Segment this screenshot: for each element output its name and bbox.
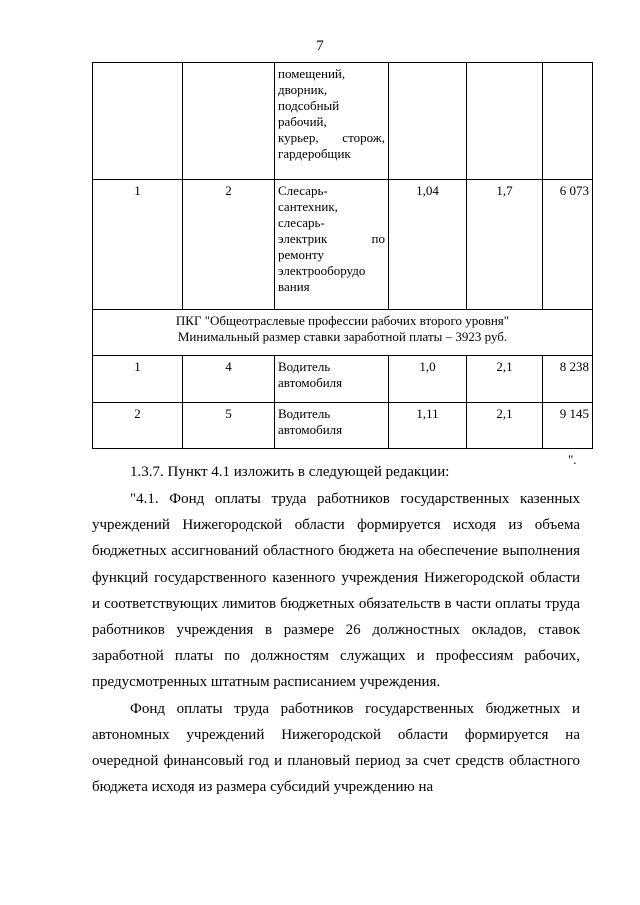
table-row [93, 63, 593, 180]
position-line: электрик по [278, 231, 385, 246]
position-cell [275, 63, 389, 180]
coefficient-cell: 1,7 [467, 180, 543, 310]
table-row [93, 180, 593, 310]
item-heading: 1.3.7. Пункт 4.1 изложить в следующей редакции: [130, 464, 450, 480]
salary-table [92, 62, 593, 449]
position-line: Водитель [278, 406, 331, 421]
position-line: гардеробщик [278, 146, 351, 161]
row-number-cell: 1 [93, 356, 183, 403]
salary-cell: 9 145 [543, 403, 593, 449]
position-line: электрооборудо [278, 263, 366, 278]
position-line: помещений, [278, 66, 346, 81]
closing-quote: ". [568, 452, 577, 467]
position-line: слесарь- [278, 215, 325, 230]
coefficient-cell: 1,11 [389, 403, 467, 449]
table-row [93, 356, 593, 403]
group-min-rate: Минимальный размер ставки заработной платы – 3923 руб. [177, 329, 508, 344]
salary-cell: 6 073 [543, 180, 593, 310]
position-cell [275, 403, 389, 449]
table-row [93, 403, 593, 449]
body-text [92, 486, 580, 800]
qualification-level-cell: 2 [183, 180, 275, 310]
group-title: ПКГ "Общеотраслевые профессии рабочих второго уровня" [175, 313, 510, 328]
position-line: рабочий, [278, 114, 327, 129]
position-line: дворник, [278, 82, 328, 97]
qualification-level-cell [183, 63, 275, 180]
row-number-cell [93, 63, 183, 180]
coefficient-cell [389, 63, 467, 180]
coefficient-cell: 1,04 [389, 180, 467, 310]
paragraph: "4.1. Фонд оплаты труда работников государственных казенных учреждений Нижегородской области формируется исходя из объема бюджетных ассигнований областного бюджета на обеспечение выполнения функций государственного казенного учреждения Нижегородской области и соответствующих лимитов бюджетных обязательств в части оплаты труда работников учреждения в размере 26 должностных окладов, ставок заработной платы по должностям служащих и профессиям рабочих, предусмотренных штатным расписанием учреждения. [92, 491, 580, 691]
coefficient-cell: 2,1 [467, 403, 543, 449]
page-number: 7 [316, 38, 324, 54]
position-line: сантехник, [278, 199, 338, 214]
table-group-row [93, 310, 593, 356]
row-number-cell: 1 [93, 180, 183, 310]
coefficient-cell: 1,0 [389, 356, 467, 403]
row-number-cell: 2 [93, 403, 183, 449]
coefficient-cell: 2,1 [467, 356, 543, 403]
position-line: Слесарь- [278, 183, 328, 198]
salary-cell: 8 238 [543, 356, 593, 403]
position-line: ремонту [278, 247, 324, 262]
coefficient-cell [467, 63, 543, 180]
position-line: автомобиля [278, 375, 343, 390]
position-line: курьер, сторож, [278, 130, 385, 145]
position-cell [275, 356, 389, 403]
position-line: подсобный [278, 98, 340, 113]
position-line: Водитель [278, 359, 331, 374]
position-line: вания [278, 279, 310, 294]
qualification-level-cell: 4 [183, 356, 275, 403]
group-header-cell [93, 310, 593, 356]
position-cell [275, 180, 389, 310]
qualification-level-cell: 5 [183, 403, 275, 449]
paragraph: Фонд оплаты труда работников государственных бюджетных и автономных учреждений Нижегородской области формируется на очередной финансовый год и плановый период за счет средств областного бюджета исходя из размера субсидий учреждению на [92, 700, 580, 796]
position-line: автомобиля [278, 422, 343, 437]
salary-cell [543, 63, 593, 180]
